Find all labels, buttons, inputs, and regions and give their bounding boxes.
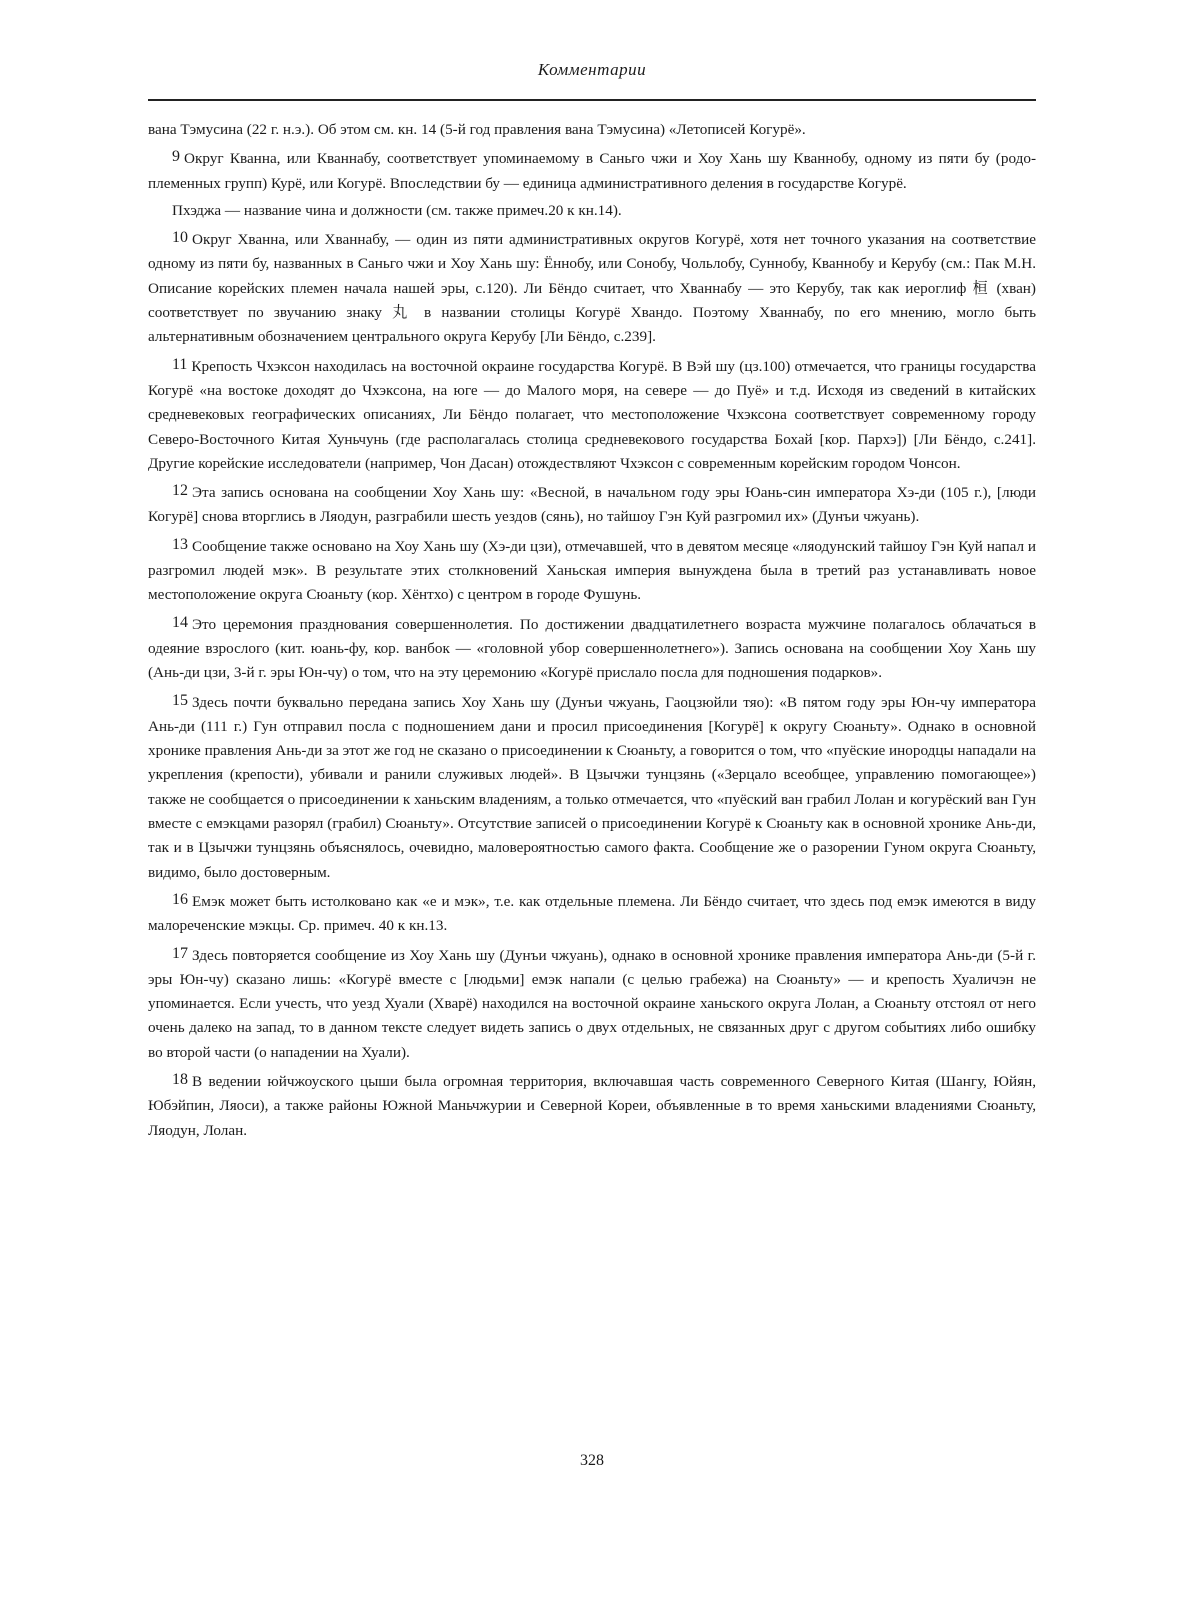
note-9: 9 Округ Кванна, или Кваннабу, соответствует упоминаемому в Саньго чжи и Хоу Хань шу Кваннобу, одному из пяти бу (родо-племенных групп) Курё, или Когурё. Впоследствии бу — единица административного деления в государстве Когурё. [148, 148, 1036, 192]
note-number: 16 [172, 890, 188, 908]
note-number: 11 [172, 355, 188, 373]
note-number: 17 [172, 944, 188, 962]
header-rule [148, 99, 1036, 101]
note-number: 13 [172, 535, 188, 553]
note-18: 18 В ведении юйчжоуского цыши была огромная территория, включавшая часть современного Северного Китая (Шангу, Юйян, Юбэйпин, Ляоси), а также районы Южной Маньчжурии и Северной Кореи, объявленные в то время ханьскими владениями Сюаньту, Ляодун, Лолан. [148, 1070, 1036, 1139]
note-17: 17 Здесь повторяется сообщение из Хоу Хань шу (Дунъи чжуань), однако в основной хронике правления императора Ань-ди (5-й г. эры Юн-чу) сказано лишь: «Когурё вместе с [людьми] емэк напали (с целью грабежа) на Сюаньту» — и крепость Хуаличэн не упоминается. Если учесть, что уезд Хуали (Хварё) находился на восточной окраине ханьского округа Лолан, а Сюаньту отстоял от него очень далеко на запад, то в данном тексте следует видеть запись о двух отдельных, не связанных друг с другом событиях либо ошибку во второй части (о нападении на Хуали). [148, 944, 1036, 1061]
note-number: 9 [172, 148, 180, 166]
note-13: 13 Сообщение также основано на Хоу Хань шу (Хэ-ди цзи), отмечавшей, что в девятом месяце «ляодунский тайшоу Гэн Куй напал и разгромил людей мэк». В результате этих столкновений Ханьская империя вынуждена была в третий раз устанавливать новое местоположение округа Сюаньту (кор. Хёнтхо) с центром в городе Фушунь. [148, 535, 1036, 604]
note-16: 16 Емэк может быть истолковано как «е и мэк», т.е. как отдельные племена. Ли Бёндо считает, что здесь под емэк имеются в виду малореченские мэкцы. Ср. примеч. 40 к кн.13. [148, 890, 1036, 935]
commentary-body [148, 118, 1036, 1146]
note-number: 12 [172, 482, 188, 500]
running-header: Комментарии [537, 60, 647, 79]
paragraph-continuation: вана Тэмусина (22 г. н.э.). Об этом см. кн. 14 (5-й год правления вана Тэмусина) «Летописей Когурё». [148, 121, 806, 138]
note-12: 12 Эта запись основана на сообщении Хоу Хань шу: «Весной, в начальном году эры Юань-син императора Хэ-ди (105 г.), [люди Когурё] снова вторглись в Ляодун, разграбили шесть уездов (сянь), но тайшоу Гэн Куй разгромил их» (Дунъи чжуань). [148, 482, 1036, 526]
note-15: 15 Здесь почти буквально передана запись Хоу Хань шу (Дунъи чжуань, Гаоцзюйли тяо): «В пятом году эры Юн-чу императора Ань-ди (111 г.) Гун отправил посла с подношением дани и просил присоединения [Когурё] к округу Сюаньту». Однако в основной хронике правления Ань-ди за этот же год не сказано о присоединении к Сюаньту, а говорится о том, что «пуёские инородцы нападали на укрепления (крепости), убивали и ранили служивых людей». В Цзычжи тунцзянь («Зерцало всеобщее, управлению помогающее») также не сообщается о присоединении к ханьским владениям, а только отмечается, что «пуёский ван грабил Лолан и когурёский ван Гун вместе с емэкцами разорял (грабил) Сюаньту». Отсутствие записей о присоединении Когурё к Сюаньту как в основной хронике Ань-ди, так и в Цзычжи тунцзянь объяснялось, очевидно, маловероятностью самого факта. Сообщение же о разорении Гуном округа Сюаньту, видимо, было достоверным. [148, 691, 1036, 881]
note-14: 14 Это церемония празднования совершеннолетия. По достижении двадцатилетнего возраста мужчине полагалось облачаться в одеяние взрослого (кит. юань-фу, кор. ванбок — «головной убор совершеннолетнего»). Запись основана на сообщении Хоу Хань шу (Ань-ди цзи, 3-й г. эры Юн-чу) о том, что на эту церемонию «Когурё прислало посла для подношения подарков». [148, 613, 1036, 682]
note-number: 10 [172, 229, 188, 247]
note-9-addendum: Пхэджа — название чина и должности (см. также примеч.20 к кн.14). [172, 201, 622, 219]
note-number: 15 [172, 691, 188, 709]
note-number: 18 [172, 1070, 188, 1088]
note-10: 10 Округ Хванна, или Хваннабу, — один из пяти административных округов Когурё, хотя нет точного указания на соответствие одному из пяти бу, названных в Саньго чжи и Хоу Хань шу: Ённобу, или Сонобу, Чольлобу, Суннобу, Кваннобу и Керубу (см.: Пак М.Н. Описание корейских племен начала нашей эры, с.120). Ли Бёндо считает, что Хваннабу — это Керубу, так как иероглиф 桓 (хван) соответствует по звучанию знаку 丸 в названии столицы Когурё Хвандо. Поэтому Хваннабу, по его мнению, могло быть альтернативным обозначением центрального округа Керубу [Ли Бёндо, с.239]. [148, 229, 1036, 346]
note-number: 14 [172, 613, 188, 631]
page-number: 328 [580, 1452, 604, 1469]
note-11: 11 Крепость Чхэксон находилась на восточной окраине государства Когурё. В Вэй шу (цз.100) отмечается, что границы государства Когурё «на востоке доходят до Чхэксона, на юге — до Малого моря, на севере — до Пуё» и т.д. Исходя из сведений в китайских средневековых географических описаниях, Ли Бёндо полагает, что местоположение Чхэксона соответствует современному городу Северо-Восточного Китая Хуньчунь (где располагалась столица средневекового государства Бохай [кор. Пархэ]) [Ли Бёндо, с.241]. Другие корейские исследователи (например, Чон Дасан) отождествляют Чхэксон с современным корейским городом Чонсон. [148, 355, 1036, 472]
